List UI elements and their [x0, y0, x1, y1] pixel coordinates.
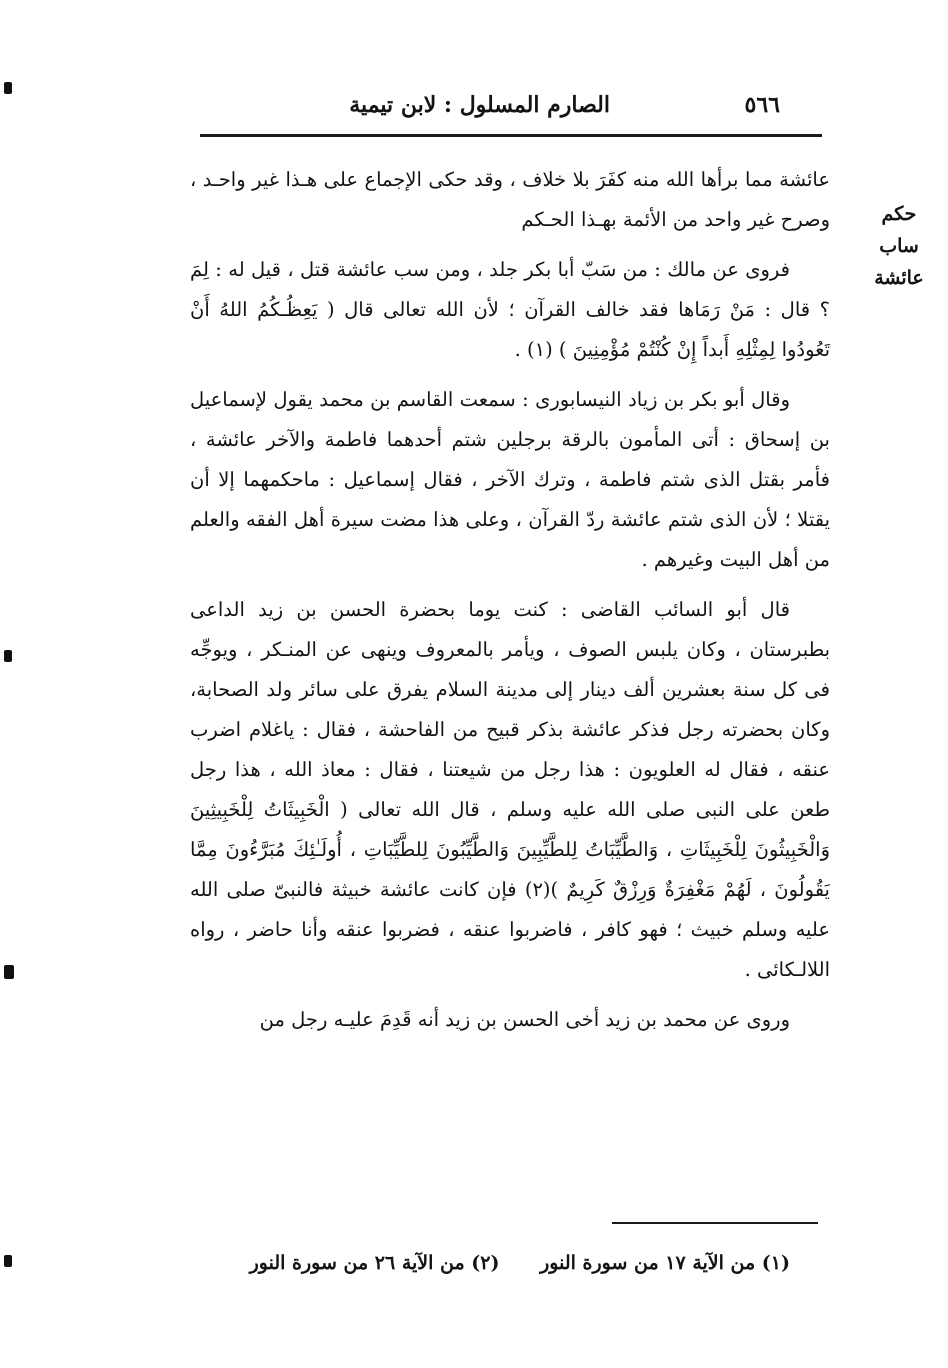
margin-note-line: عائشة: [874, 267, 924, 289]
running-title: الصارم المسلول : لابن تيمية: [349, 92, 610, 118]
body-text: [190, 160, 830, 1050]
header-rule: [200, 134, 822, 137]
scan-mark: [4, 1255, 12, 1267]
scan-mark: [4, 650, 12, 662]
page-number: ٥٦٦: [744, 92, 780, 118]
footnote-rule: [612, 1222, 818, 1224]
page-header: [200, 86, 820, 126]
paragraph: وقال أبو بكر بن زياد النيسابورى : سمعت القاسم بن محمد يقول لإسماعيل بن إسحاق : أتى المأمون بالرقة برجلين شتم أحدهما فاطمة والآخر عائشة ، فأمر بقتل الذى شتم فاطمة ، وترك الآخر ، فقال إسماعيل : ماحكمهما إلا أن يقتلا ؛ لأن الذى شتم عائشة ردّ القرآن ، وعلى هذا مضت سيرة أهل الفقه والعلم من أهل البيت وغيرهم .: [190, 388, 830, 571]
footnote: (٢) من الآية ٢٦ من سورة النور: [249, 1252, 500, 1274]
paragraph: قال أبو السائب القاضى : كنت يوما بحضرة الحسن بن زيد الداعى بطبرستان ، وكان يلبس الصوف ، ويأمر بالمعروف وينهى عن المنـكر ، ويوجِّه فى كل سنة بعشرين ألف دينار إلى مدينة السلام يفرق على سائر ولد الصحابة، وكان بحضرته رجل فذكر عائشة بذكر قبيح من الفاحشة ، فقال : ياغلام اضرب عنقه ، فقال له العلويون : هذا رجل من شيعتنا ، فقال : معاذ الله ، هذا رجل طعن على النبى صلى الله عليه وسلم ، قال الله تعالى ( الْخَبِيثَاتُ لِلْخَبِيثِينَ وَالْخَبِيثُونَ لِلْخَبِيثَاتِ ، وَالطَّيِّبَاتُ لِلطَّيِّبِينَ وَالطَّيِّبُونَ لِلطَّيِّبَاتِ ، أُولَـٰئِكَ مُبَرَّءُونَ مِمَّا يَقُولُونَ ، لَهُمْ مَغْفِرَةٌ وَرِزْقٌ كَرِيمٌ )(٢) فإن كانت عائشة خبيثة فالنبىّ صلى الله عليه وسلم خبيث ؛ فهو كافر ، فاضربوا عنقه ، فضربوا عنقه وأنا حاضر ، رواه اللالـكائى .: [190, 598, 830, 981]
paragraph: فروى عن مالك : من سَبّ أبا بكر جلد ، ومن سب عائشة قتل ، قيل له : لِمَ ؟ قال : مَنْ رَمَاها فقد خالف القرآن ؛ لأن الله تعالى قال ( يَعِظُـكُمُ اللهُ أَنْ تَعُودُوا لِمِثْلِهِ أَبداً إِنْ كُنْتُمْ مُؤْمِنِينَ ) (١) .: [190, 258, 830, 361]
scan-mark: [4, 965, 14, 979]
margin-note: [860, 198, 938, 294]
paragraph: عائشة مما برأها الله منه كفَرَ بلا خلاف ، وقد حكى الإجماع على هـذا غير واحـد ، وصرح غير واحد من الأئمة بهـذا الحـكم: [190, 168, 830, 231]
paragraph: وروى عن محمد بن زيد أخى الحسن بن زيد أنه قَدِمَ عليـه رجل من: [259, 1008, 790, 1031]
footnotes: [220, 1252, 790, 1274]
margin-note-line: حكم ساب: [879, 203, 919, 257]
scan-mark: [4, 82, 12, 94]
footnote: (١) من الآية ١٧ من سورة النور: [540, 1252, 790, 1274]
